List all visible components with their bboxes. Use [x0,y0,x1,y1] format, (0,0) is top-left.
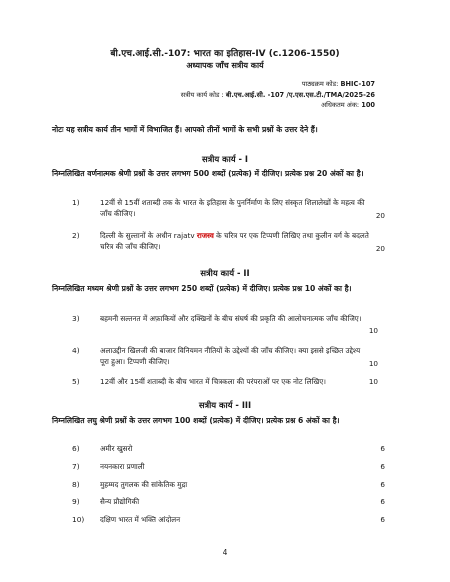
course-code-label: पाठ्यक्रम कोड: [301,80,339,88]
question-text: दक्षिण भारत में भक्ति आंदोलन [100,515,181,524]
question-marks: 6 [380,462,385,471]
assignment-note: नोटः यह सत्रीय कार्य तीन भागों में विभाजित हैं। आपको तीनों भागों के सभी प्रश्नों के उत्तर देने हैं। [52,125,318,134]
question-number: 7) [72,462,80,471]
question-marks: 10 [368,377,378,386]
max-marks-line [321,100,375,109]
question-text [100,231,372,252]
course-title: बी.एच.आई.सी.-107: भारत का इतिहास-IV (c.1206-1550) [110,49,340,59]
question-marks: 20 [375,211,385,220]
question-number: 4) [72,346,80,355]
question-marks: 6 [380,444,385,453]
question-number: 5) [72,377,80,386]
assignment-subtitle: अध्यापक जाँच सत्रीय कार्य [186,61,264,70]
assignment-code-line [181,90,375,99]
question-text: बहमनी सल्तनत में अफ़ाकियों और दक्खिनों के बीच संघर्ष की प्रकृति की आलोचनात्मक जाँच कीजिए। [100,314,362,323]
question-number: 2) [72,231,80,240]
section-heading-2: सत्रीय कार्य - II [200,268,250,278]
question-text-start: दिल्ली के सुल्तानों के अधीन rajatv [100,231,195,240]
question-marks: 10 [368,359,378,368]
course-code: BHIC-107 [340,80,375,88]
question-text-end: के चरित्र पर एक टिप्पणी लिखिए तथा कुलीन वर्ग के बदलते चरित्र की जाँच कीजिए। [100,231,369,251]
question-marks: 6 [380,497,385,506]
question-number: 6) [72,444,80,453]
question-number: 3) [72,314,80,323]
question-text: मुहम्मद तुगलक की सांकेतिक मुद्रा [100,480,188,489]
question-text: अमीर खुसरो [100,444,133,453]
section-instruction-2: निम्नलिखित मध्यम श्रेणी प्रश्नों के उत्तर लगभग 250 शब्दों (प्रत्येक) में दीजिए। प्रत्येक प्रश्न 10 अंकों का है। [52,284,352,293]
highlighted-word: राजस्व [196,231,214,240]
assignment-code-label: सत्रीय कार्य कोड : [180,91,224,99]
page-number: 4 [222,548,228,557]
section-instruction-1: निम्नलिखित वर्णनात्मक श्रेणी प्रश्नों के उत्तर लगभग 500 शब्दों (प्रत्येक) में दीजिए। प्रत्येक प्रश्न 20 अंकों का है। [52,169,364,178]
max-marks: 100 [361,101,375,109]
question-marks: 10 [368,326,378,335]
max-marks-label: अधिकतम अंक: [321,101,360,109]
question-number: 8) [72,480,80,489]
section-heading-1: सत्रीय कार्य - I [201,154,249,164]
question-marks: 6 [380,480,385,489]
question-text: 12वीं से 15वीं शताब्दी तक के भारत के इतिहास के पुनर्निर्माण के लिए संस्कृत शिलालेखों के महत्व की जाँच कीजिए। [100,198,365,218]
question-number: 9) [72,497,80,506]
section-heading-3: सत्रीय कार्य - III [198,400,252,410]
assignment-code: बी.एच.आई.सी. -107 /ए.एस.एस.टी./TMA/2025-26 [225,91,375,99]
section-instruction-3: निम्नलिखित लघु श्रेणी प्रश्नों के उत्तर लगभग 100 शब्दों (प्रत्येक) में दीजिए। प्रत्येक प्रश्न 6 अंकों का है। [52,416,340,425]
question-text: अलाउद्दीन खिलजी की बाजार विनियमन नीतियों के उद्देश्यों की जाँच कीजिए। क्या इससे इच्छित उद्देश्य पूरा हुआ। टिप्पणी कीजिए। [100,346,361,366]
question-text: नयनकारा प्रणाली [100,462,145,471]
question-number: 10) [72,515,85,524]
question-number: 1) [72,198,80,207]
question-text: 12वीं और 15वीं शताब्दी के बीच भारत में चित्रकला की परंपराओं पर एक नोट लिखिए। [100,377,326,386]
question-marks: 20 [375,244,385,253]
question-marks: 6 [380,515,385,524]
course-code-line [302,79,375,88]
question-text: सैन्य प्रौद्योगिकी [100,497,140,506]
